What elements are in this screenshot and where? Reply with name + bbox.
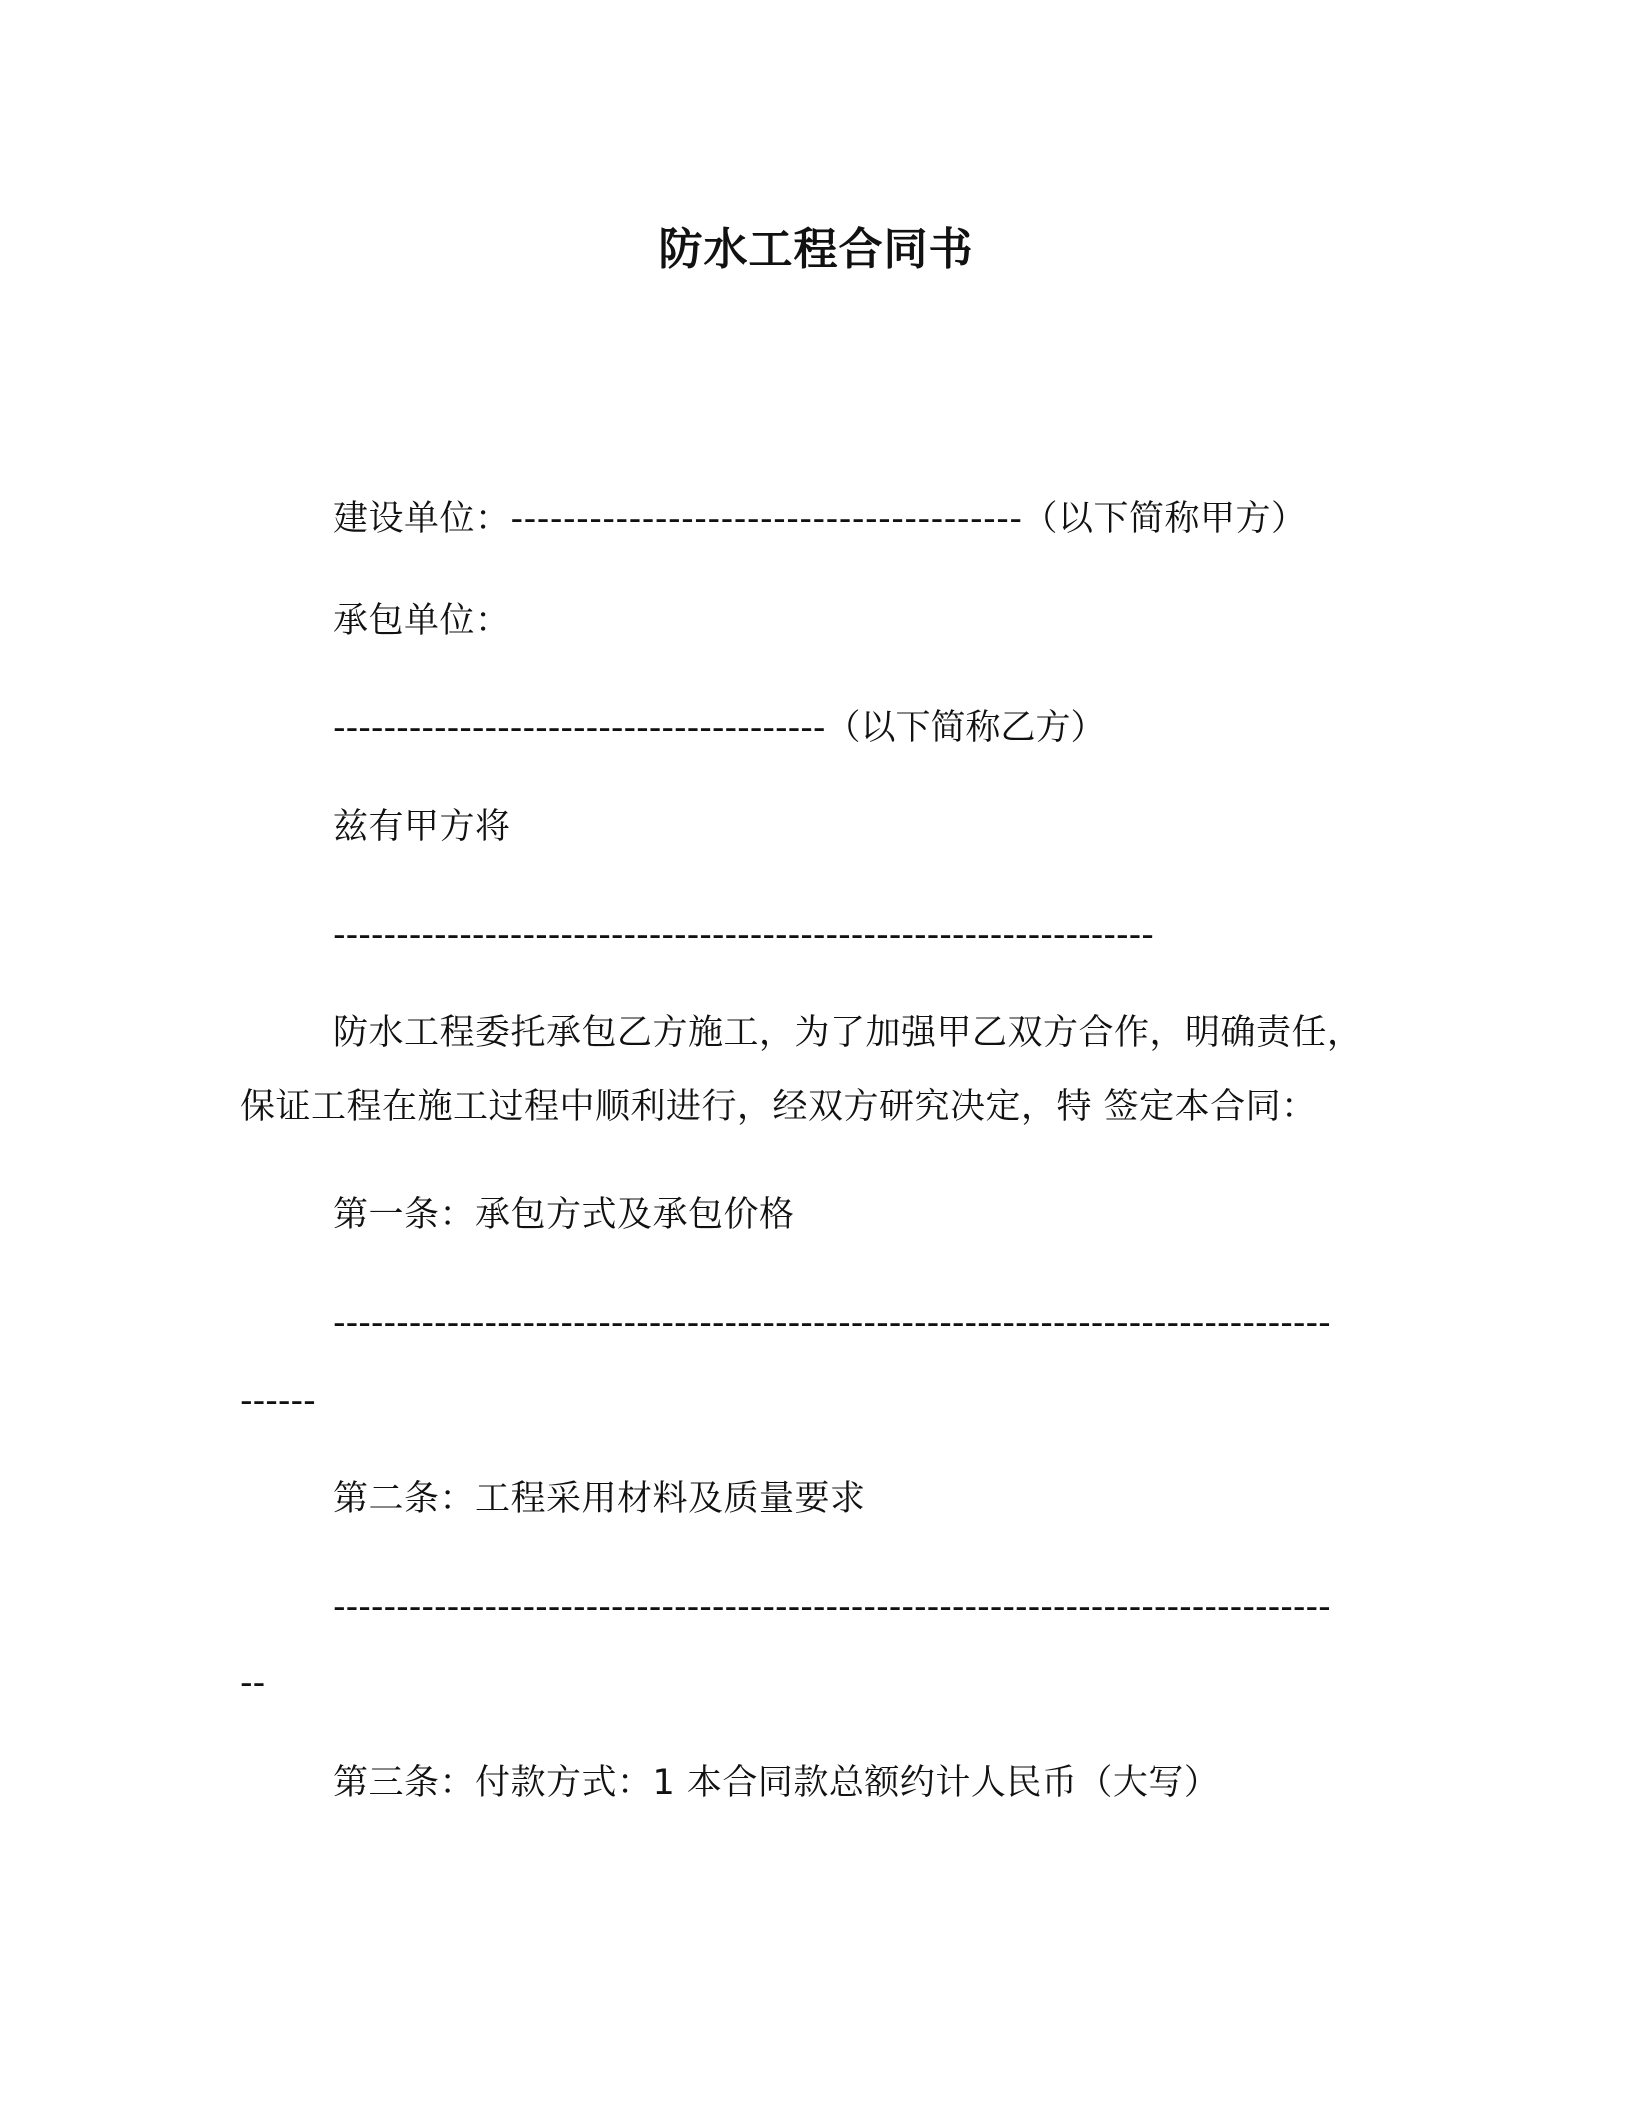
preamble-line-1: 防水工程委托承包乙方施工，为了加强甲乙双方合作，明确责任， — [333, 1013, 1363, 1053]
party-b-label: 承包单位： — [333, 601, 511, 641]
article-2-blank-2: -- — [240, 1663, 266, 1703]
article-1-heading: 第一条：承包方式及承包价格 — [333, 1195, 795, 1235]
preamble-line-2: 保证工程在施工过程中顺利进行，经双方研究决定，特 签定本合同： — [240, 1087, 1317, 1127]
article-1-blank-2: ------ — [240, 1381, 316, 1421]
party-a-line: 建设单位：---------------------------------------（以下简称甲方） — [333, 499, 1307, 539]
article-1-blank-1: ------------------------------------------------------------------------------- — [333, 1303, 1331, 1343]
project-intro-line: 兹有甲方将 — [333, 807, 511, 847]
article-2-heading: 第二条：工程采用材料及质量要求 — [333, 1479, 866, 1519]
article-3-heading: 第三条：付款方式：1 本合同款总额约计人民币（大写） — [333, 1763, 1220, 1803]
project-name-blank: ----------------------------------------------------------------- — [333, 915, 1154, 955]
document-title: 防水工程合同书 — [658, 224, 974, 275]
party-b-line: ---------------------------------------（以下简称乙方） — [333, 708, 1106, 748]
article-2-blank-1: ------------------------------------------------------------------------------- — [333, 1587, 1331, 1627]
